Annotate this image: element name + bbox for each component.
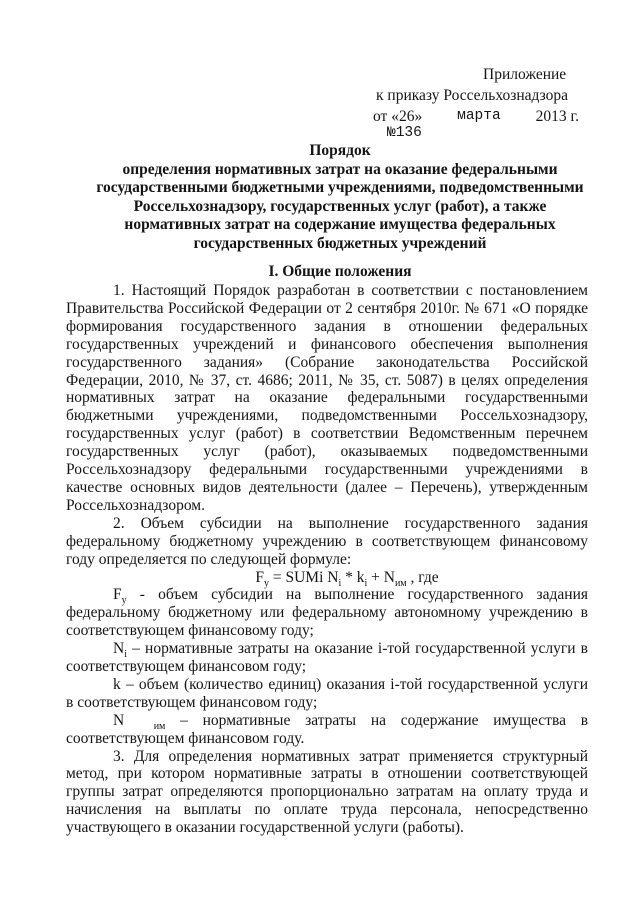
- paragraph-2: 2. Объем субсидии на выполнение государственного задания федеральному бюджетному учреждению в соответствующем финансовому году определяется по следующей формуле:: [66, 514, 588, 568]
- paragraph-3: 3. Для определения нормативных затрат применяется структурный метод, при котором нормативные затраты в отношении соответствующей группы затрат определяются пропорционально затратам на оплату труда и начисления на выплаты по оплате труда персонала, непосредственно участвующего в оказании государственной услуги (работы).: [66, 747, 588, 837]
- annex-date-month: марта: [457, 108, 501, 124]
- section-heading: I. Общие положения: [268, 263, 412, 280]
- title-heading: Порядок: [309, 142, 371, 159]
- title-line: определения нормативных затрат на оказание федеральными: [122, 160, 558, 178]
- document-title: [60, 142, 620, 253]
- definition-k: k – объем (количество единиц) оказания i-той государственной услуги в соответствующем финансовом году;: [66, 675, 588, 711]
- title-line: Россельхознадзору, государственных услуг (работ), а также: [133, 197, 547, 215]
- subsidy-formula: $F_y$ = SUMi $N_i * k_i + N_{им}$ , где: [255, 568, 439, 589]
- annex-date-year: 2013 г.: [535, 108, 579, 125]
- title-line: нормативных затрат на содержание имущества федеральных: [124, 216, 556, 233]
- order-number: №136: [387, 125, 422, 141]
- title-line: государственных бюджетных учреждений: [193, 234, 487, 252]
- annex-label: Приложение: [483, 66, 567, 83]
- definition-fy: $F_y$ - объем субсидии на выполнение государственного задания федеральному бюджетному или федеральному автономному учреждению в соответствующем финансовому году;: [66, 586, 588, 640]
- title-line: государственными бюджетными учреждениями, подведомственными: [96, 179, 584, 196]
- annex-date-day: от «26»: [373, 108, 423, 125]
- definition-ni: $N_i$ – нормативные затраты на оказание i-той государственной услуги в соответствующем финансовом году;: [66, 640, 589, 676]
- annex-block: [373, 64, 583, 127]
- annex-order-reference: к приказу Россельхознадзора: [376, 87, 569, 104]
- paragraph-1: 1. Настоящий Порядок разработан в соответствии с постановлением Правительства Российской Федерации от 2 сентября 2010г. № 671 «О порядке формирования государственного задания в отношении федеральных государственных учреждений и финансового обеспечения выполнения государственного задания» (Собрание законодательства Российской Федерации, 2010, № 37, ст. 4686; 2011, № 35, ст. 5087) в целях определения нормативных затрат на оказание федеральными государственными бюджетными учреждениями, подведомственными Россельхознадзору, государственных услуг (работ) в соответствии Ведомственным перечнем государственных услуг (работ), оказываемых подведомственными Россельхознадзору федеральными государственными учреждениями в качестве основных видов деятельности (далее – Перечень), утвержденным Россельхознадзором.: [66, 282, 588, 514]
- annex-date: [373, 106, 583, 127]
- document-body: [66, 282, 588, 837]
- definition-nim: N $_{им}$ – нормативные затраты на содержание имущества в соответствующем финансовом году.: [66, 711, 589, 747]
